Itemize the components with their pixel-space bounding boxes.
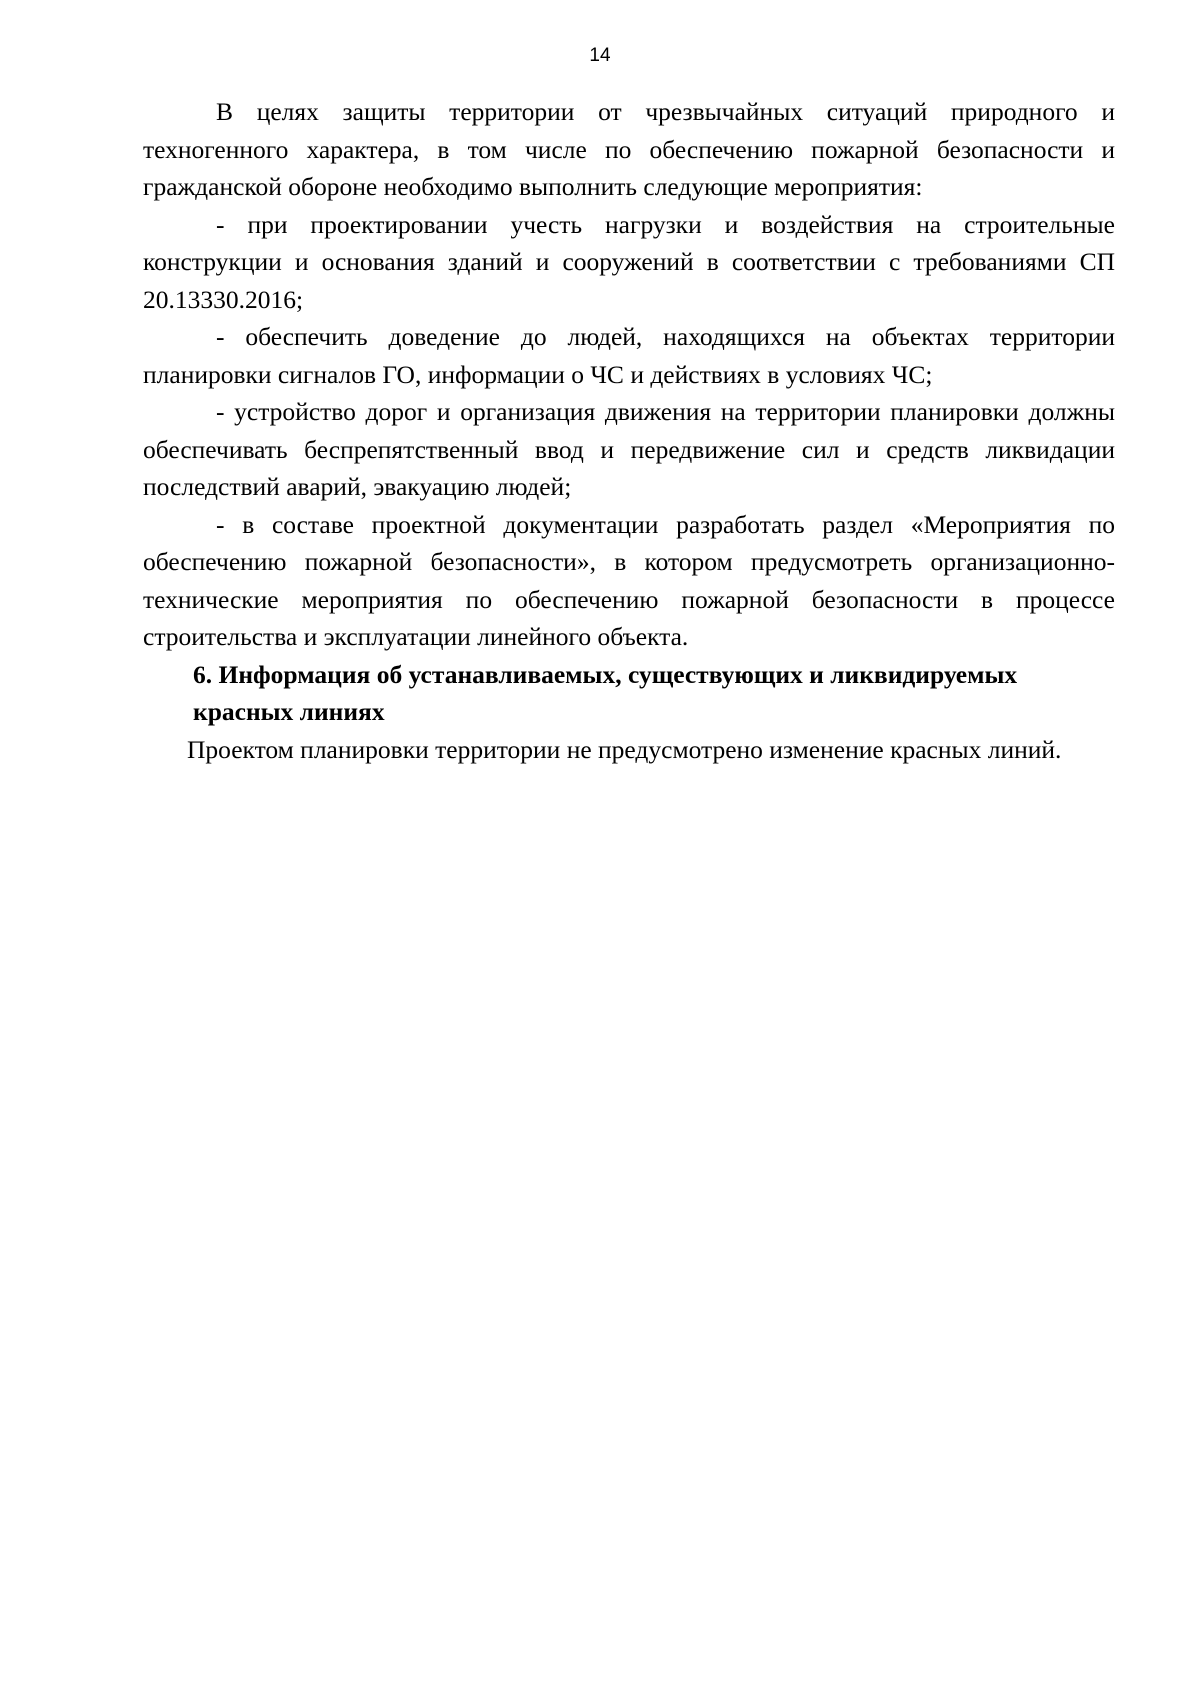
page-number: 14 (589, 45, 611, 66)
list-item-roads: - устройство дорог и организация движения на территории планировки должны обеспечивать беспрепятственный ввод и передвижение сил и средств ликвидации последствий аварий, эвакуацию людей; (143, 397, 1115, 501)
intro-paragraph: В целях защиты территории от чрезвычайных ситуаций природного и техногенного характера, в том числе по обеспечению пожарной безопасности и гражданской обороне необходимо выполнить следующие мероприятия: (143, 97, 1115, 201)
section-heading (143, 656, 1115, 731)
section-heading-line2: красных линиях (193, 697, 385, 726)
section-heading-line1: 6. Информация об устанавливаемых, существующих и ликвидируемых (193, 659, 1018, 689)
list-item-signals: - обеспечить доведение до людей, находящихся на объектах территории планировки сигналов ГО, информации о ЧС и действиях в условиях ЧС; (143, 322, 1115, 389)
list-item-loads: - при проектировании учесть нагрузки и воздействия на строительные конструкции и основания зданий и сооружений в соответствии с требованиями СП 20.13330.2016; (143, 209, 1115, 314)
list-item-fire-safety: - в составе проектной документации разработать раздел «Мероприятия по обеспечению пожарной безопасности», в котором предусмотреть организационно-технические мероприятия по обеспечению пожарной безопасности в процессе строительства и эксплуатации линейного объекта. (143, 509, 1115, 651)
document-body (143, 93, 1115, 768)
section-body-paragraph: Проектом планировки территории не предусмотрено изменение красных линий. (187, 734, 1062, 764)
